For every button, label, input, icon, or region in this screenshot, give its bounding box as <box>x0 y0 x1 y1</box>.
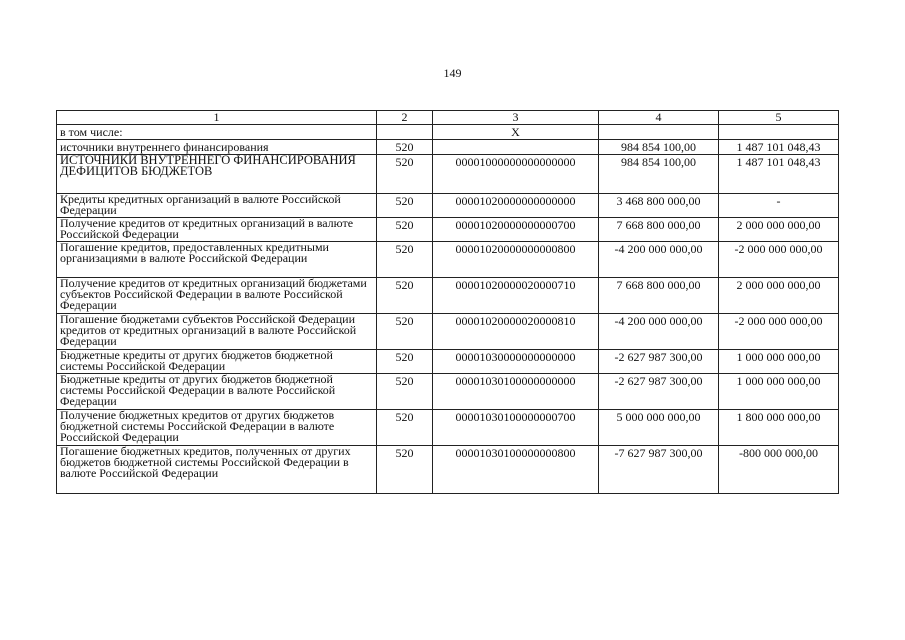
amount-col4: 5 000 000 000,00 <box>599 410 719 446</box>
admin-code: 520 <box>377 194 433 218</box>
amount-col4: 984 854 100,00 <box>599 140 719 155</box>
admin-code: 520 <box>377 278 433 314</box>
budget-code <box>433 140 599 155</box>
page-number: 149 <box>443 66 462 80</box>
amount-col5: -800 000 000,00 <box>719 446 839 494</box>
row-name: Бюджетные кредиты от других бюджетов бюджетной системы Российской Федерации в валюте Российской Федерации <box>57 374 377 410</box>
amount-col5: 1 487 101 048,43 <box>719 155 839 194</box>
row-name: Получение бюджетных кредитов от других бюджетов бюджетной системы Российской Федерации в валюте Российской Федерации <box>57 410 377 446</box>
amount-col4: 3 468 800 000,00 <box>599 194 719 218</box>
amount-col5: 2 000 000 000,00 <box>719 218 839 242</box>
admin-code: 520 <box>377 410 433 446</box>
admin-code <box>377 125 433 140</box>
row-name: ИСТОЧНИКИ ВНУТРЕННЕГО ФИНАНСИРОВАНИЯ ДЕФИЦИТОВ БЮДЖЕТОВ <box>57 155 377 194</box>
table-row <box>57 314 839 350</box>
table-row <box>57 278 839 314</box>
row-name: Погашение бюджетами субъектов Российской Федерации кредитов от кредитных организаций в валюте Российской Федерации <box>57 314 377 350</box>
budget-code: 00001030100000000800 <box>433 446 599 494</box>
amount-col5: 1 487 101 048,43 <box>719 140 839 155</box>
amount-col4: 984 854 100,00 <box>599 155 719 194</box>
admin-code: 520 <box>377 446 433 494</box>
row-name: Погашение бюджетных кредитов, полученных от других бюджетов бюджетной системы Российской Федерации в валюте Российской Федерации <box>57 446 377 494</box>
admin-code: 520 <box>377 218 433 242</box>
amount-col5: -2 000 000 000,00 <box>719 314 839 350</box>
amount-col4: 7 668 800 000,00 <box>599 278 719 314</box>
table-row <box>57 410 839 446</box>
row-name: Погашение кредитов, предоставленных кредитными организациями в валюте Российской Федерации <box>57 242 377 278</box>
amount-col4: -4 200 000 000,00 <box>599 314 719 350</box>
table-row <box>57 446 839 494</box>
column-header: 4 <box>599 111 719 125</box>
admin-code: 520 <box>377 350 433 374</box>
budget-code: 00001020000000000800 <box>433 242 599 278</box>
admin-code: 520 <box>377 155 433 194</box>
amount-col4: -4 200 000 000,00 <box>599 242 719 278</box>
amount-col4: 7 668 800 000,00 <box>599 218 719 242</box>
table-row <box>57 242 839 278</box>
column-header: 5 <box>719 111 839 125</box>
column-header: 1 <box>57 111 377 125</box>
amount-col5 <box>719 125 839 140</box>
amount-col5: 1 000 000 000,00 <box>719 374 839 410</box>
amount-col4: -7 627 987 300,00 <box>599 446 719 494</box>
row-name: Получение кредитов от кредитных организаций в валюте Российской Федерации <box>57 218 377 242</box>
table-row <box>57 218 839 242</box>
admin-code: 520 <box>377 242 433 278</box>
table-row <box>57 155 839 194</box>
admin-code: 520 <box>377 140 433 155</box>
amount-col5: 1 800 000 000,00 <box>719 410 839 446</box>
budget-code: 00001020000000000700 <box>433 218 599 242</box>
row-name: Кредиты кредитных организаций в валюте Российской Федерации <box>57 194 377 218</box>
row-name: источники внутреннего финансирования <box>57 140 377 155</box>
budget-sources-table <box>56 110 839 494</box>
amount-col4 <box>599 125 719 140</box>
budget-code: 00001020000020000810 <box>433 314 599 350</box>
amount-col5: -2 000 000 000,00 <box>719 242 839 278</box>
column-header-row <box>57 111 839 125</box>
budget-code: 00001020000020000710 <box>433 278 599 314</box>
budget-code: 00001000000000000000 <box>433 155 599 194</box>
column-header: 3 <box>433 111 599 125</box>
amount-col4: -2 627 987 300,00 <box>599 350 719 374</box>
table-row <box>57 350 839 374</box>
table-row <box>57 125 839 140</box>
row-name: Получение кредитов от кредитных организаций бюджетами субъектов Российской Федерации в валюте Российской Федерации <box>57 278 377 314</box>
amount-col5: 2 000 000 000,00 <box>719 278 839 314</box>
budget-code: 00001020000000000000 <box>433 194 599 218</box>
amount-col5: - <box>719 194 839 218</box>
budget-code: 00001030000000000000 <box>433 350 599 374</box>
amount-col4: -2 627 987 300,00 <box>599 374 719 410</box>
table-row <box>57 374 839 410</box>
column-header: 2 <box>377 111 433 125</box>
budget-code: X <box>433 125 599 140</box>
row-name: в том числе: <box>57 125 377 140</box>
row-name: Бюджетные кредиты от других бюджетов бюджетной системы Российской Федерации <box>57 350 377 374</box>
amount-col5: 1 000 000 000,00 <box>719 350 839 374</box>
admin-code: 520 <box>377 314 433 350</box>
admin-code: 520 <box>377 374 433 410</box>
budget-code: 00001030100000000700 <box>433 410 599 446</box>
budget-code: 00001030100000000000 <box>433 374 599 410</box>
table-row <box>57 194 839 218</box>
